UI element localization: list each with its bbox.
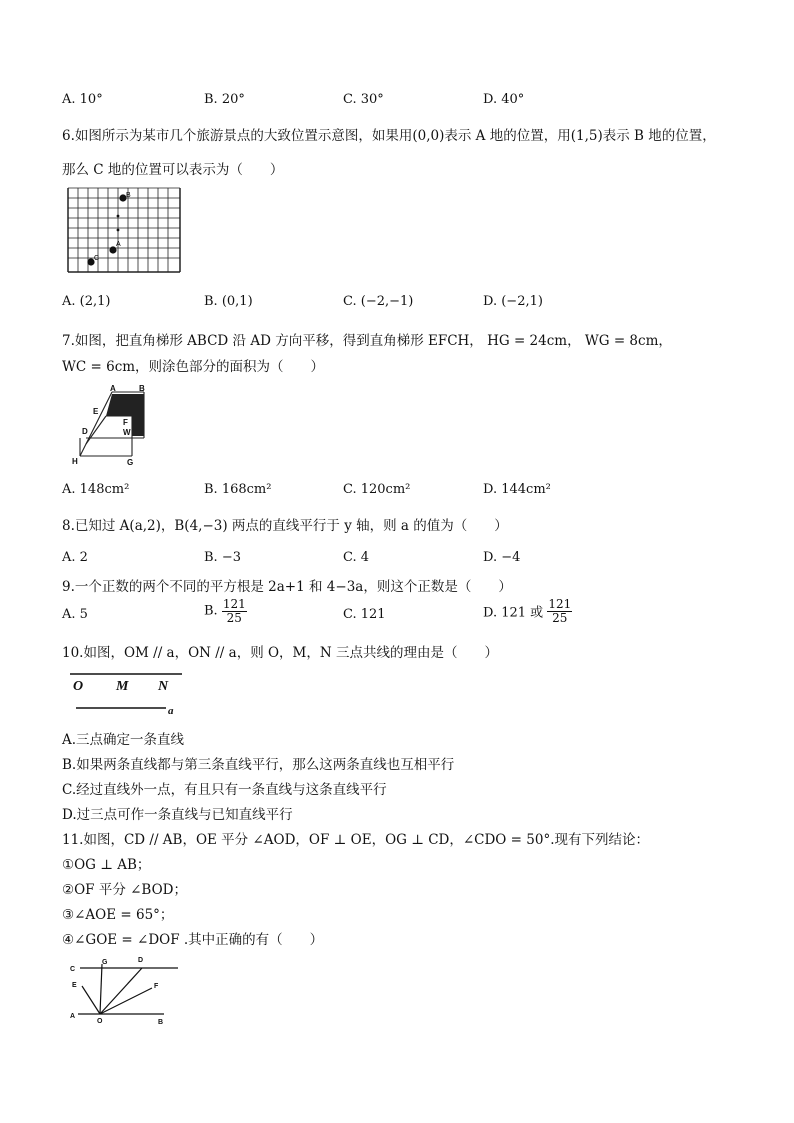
q7-option-b: B. 168cm²	[204, 482, 272, 497]
q5-option-c: C. 30°	[343, 92, 384, 107]
q6-label-b: B	[126, 192, 131, 199]
q5-option-d: D. 40°	[483, 92, 525, 107]
q11-angle-figure	[64, 950, 184, 1030]
q6-label-c: C	[94, 255, 100, 262]
q7-option-c: C. 120cm²	[343, 482, 411, 497]
q6-stem-line1: 6.如图所示为某市几个旅游景点的大致位置示意图，如果用(0,0)表示 A 地的位置，用(1,5)表示 B 地的位置，	[62, 128, 716, 144]
q11-conclusion-3: ③∠AOE = 65°；	[62, 907, 174, 923]
q6-grid-figure	[66, 186, 184, 276]
q7-label-f: F	[123, 418, 128, 427]
q8-option-d: D. −4	[483, 550, 521, 565]
q7-label-e: E	[93, 407, 99, 416]
q7-label-b: B	[139, 384, 145, 393]
q11-label-a: A	[70, 1013, 76, 1020]
q11-conclusion-2: ②OF 平分 ∠BOD；	[62, 882, 187, 898]
q7-label-h: H	[72, 457, 78, 466]
q11-label-o: O	[97, 1018, 103, 1025]
q9-option-c: C. 121	[343, 607, 386, 622]
q8-option-b: B. −3	[204, 550, 241, 565]
q9-option-b-num: 121	[222, 597, 246, 611]
q6-option-b: B. (0,1)	[204, 294, 253, 309]
q11-conclusion-4: ④∠GOE = ∠DOF .其中正确的有（ ）	[62, 932, 324, 948]
q7-option-a: A. 148cm²	[62, 482, 130, 497]
q6-label-a: A	[116, 241, 121, 248]
q8-stem: 8.已知过 A(a,2)，B(4,−3) 两点的直线平行于 y 轴，则 a 的值为（ ）	[62, 518, 508, 534]
q11-label-g: G	[102, 959, 108, 966]
q8-option-a: A. 2	[62, 550, 88, 565]
q9-option-d	[483, 598, 572, 624]
q6-stem-line2: 那么 C 地的位置可以表示为（ ）	[62, 162, 284, 178]
q5-option-a: A. 10°	[62, 92, 103, 107]
q7-label-d: D	[82, 427, 88, 436]
q7-trapezoid-figure	[66, 384, 162, 470]
q10-option-c: C.经过直线外一点，有且只有一条直线与这条直线平行	[62, 782, 387, 798]
q6-option-a: A. (2,1)	[62, 294, 111, 309]
q9-option-d-label: D. 121 或	[483, 605, 544, 621]
q7-label-w: W	[123, 428, 131, 437]
q10-stem: 10.如图，OM // a，ON // a，则 O，M，N 三点共线的理由是（ ）	[62, 645, 498, 661]
q9-option-d-den: 25	[552, 610, 568, 625]
q7-label-a: A	[110, 384, 116, 393]
q9-option-d-num: 121	[548, 597, 572, 611]
q11-label-b: B	[158, 1019, 164, 1026]
q9-option-b-den: 25	[226, 610, 242, 625]
q8-option-c: C. 4	[343, 550, 370, 565]
q11-label-d: D	[138, 957, 144, 964]
q7-stem-line1: 7.如图，把直角梯形 ABCD 沿 AD 方向平移，得到直角梯形 EFCH， HG = 24cm， WG = 8cm，	[62, 333, 672, 349]
q10-option-d: D.过三点可作一条直线与已知直线平行	[62, 807, 293, 823]
q9-option-b-label: B.	[204, 603, 218, 619]
q7-label-g: G	[127, 458, 134, 467]
q10-collinear-figure	[66, 668, 186, 714]
q6-option-c: C. (−2,−1)	[343, 294, 414, 309]
q11-label-e: E	[72, 982, 77, 989]
q7-option-d: D. 144cm²	[483, 482, 551, 497]
q5-option-b: B. 20°	[204, 92, 245, 107]
q10-label-n: N	[158, 679, 169, 694]
q9-stem: 9.一个正数的两个不同的平方根是 2a+1 和 4−3a，则这个正数是（ ）	[62, 579, 512, 595]
q11-stem: 11.如图，CD // AB，OE 平分 ∠AOD，OF ⊥ OE，OG ⊥ CD，∠CDO = 50°.现有下列结论：	[62, 832, 649, 848]
q7-stem-line2: WC = 6cm，则涂色部分的面积为（ ）	[62, 359, 325, 375]
q9-option-b-fraction	[222, 598, 247, 624]
q11-label-f: F	[154, 983, 159, 990]
q9-option-b	[204, 598, 247, 624]
q10-label-a: a	[168, 705, 174, 714]
q10-option-a: A.三点确定一条直线	[62, 732, 185, 748]
q11-label-c: C	[70, 966, 76, 973]
q10-option-b: B.如果两条直线都与第三条直线平行，那么这两条直线也互相平行	[62, 757, 455, 773]
q10-label-o: O	[73, 679, 84, 694]
q11-conclusion-1: ①OG ⊥ AB；	[62, 857, 151, 873]
q9-option-d-fraction	[547, 598, 572, 624]
q6-option-d: D. (−2,1)	[483, 294, 543, 309]
q10-label-m: M	[116, 679, 129, 694]
q9-option-a: A. 5	[62, 607, 88, 622]
